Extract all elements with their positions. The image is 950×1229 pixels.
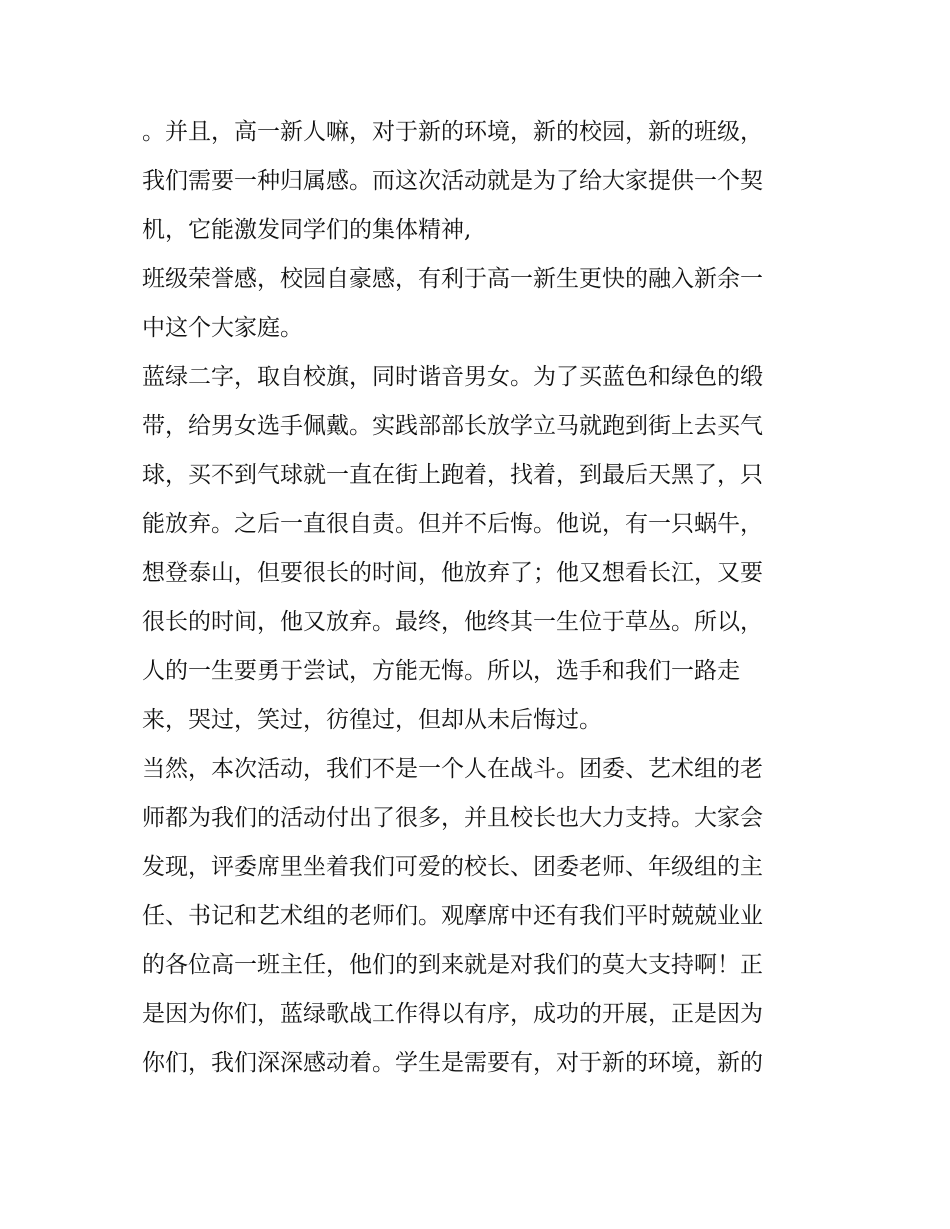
text-line: 能放弃。之后一直很自责。但并不后悔。他说，有一只蜗牛， [142,511,763,537]
text-line: 来，哭过，笑过，彷徨过，但却从未后悔过。 [142,707,602,733]
text-line: 中这个大家庭。 [142,315,303,341]
text-line: 。并且，高一新人嘛，对于新的环境，新的校园，新的班级， [142,119,763,145]
text-line: 任、书记和艺术组的老师们。观摩席中还有我们平时兢兢业业 [142,903,763,929]
text-line: 人的一生要勇于尝试，方能无悔。所以，选手和我们一路走 [142,658,740,684]
text-line: 发现，评委席里坐着我们可爱的校长、团委老师、年级组的主 [142,854,763,880]
text-line: 是因为你们，蓝绿歌战工作得以有序，成功的开展，正是因为 [142,1001,763,1027]
text-line: 想登泰山，但要很长的时间，他放弃了；他又想看长江，又要 [142,560,763,586]
text-line: 很长的时间，他又放弃。最终，他终其一生位于草丛。所以， [142,609,763,635]
text-line: 师都为我们的活动付出了很多，并且校长也大力支持。大家会 [142,805,763,831]
text-line: 班级荣誉感，校园自豪感，有利于高一新生更快的融入新余一 [142,266,763,292]
text-line: 的各位高一班主任，他们的到来就是对我们的莫大支持啊！正 [142,952,763,978]
body-text [142,108,822,1088]
text-line: 球，买不到气球就一直在街上跑着，找着，到最后天黑了，只 [142,462,763,488]
text-line: 你们，我们深深感动着。学生是需要有，对于新的环境，新的 [142,1050,763,1076]
text-line: 机，它能激发同学们的集体精神, [142,217,472,243]
text-line: 蓝绿二字，取自校旗，同时谐音男女。为了买蓝色和绿色的缎 [142,364,763,390]
text-line: 当然，本次活动，我们不是一个人在战斗。团委、艺术组的老 [142,756,763,782]
text-line: 带，给男女选手佩戴。实践部部长放学立马就跑到街上去买气 [142,413,763,439]
text-line: 我们需要一种归属感。而这次活动就是为了给大家提供一个契 [142,168,763,194]
